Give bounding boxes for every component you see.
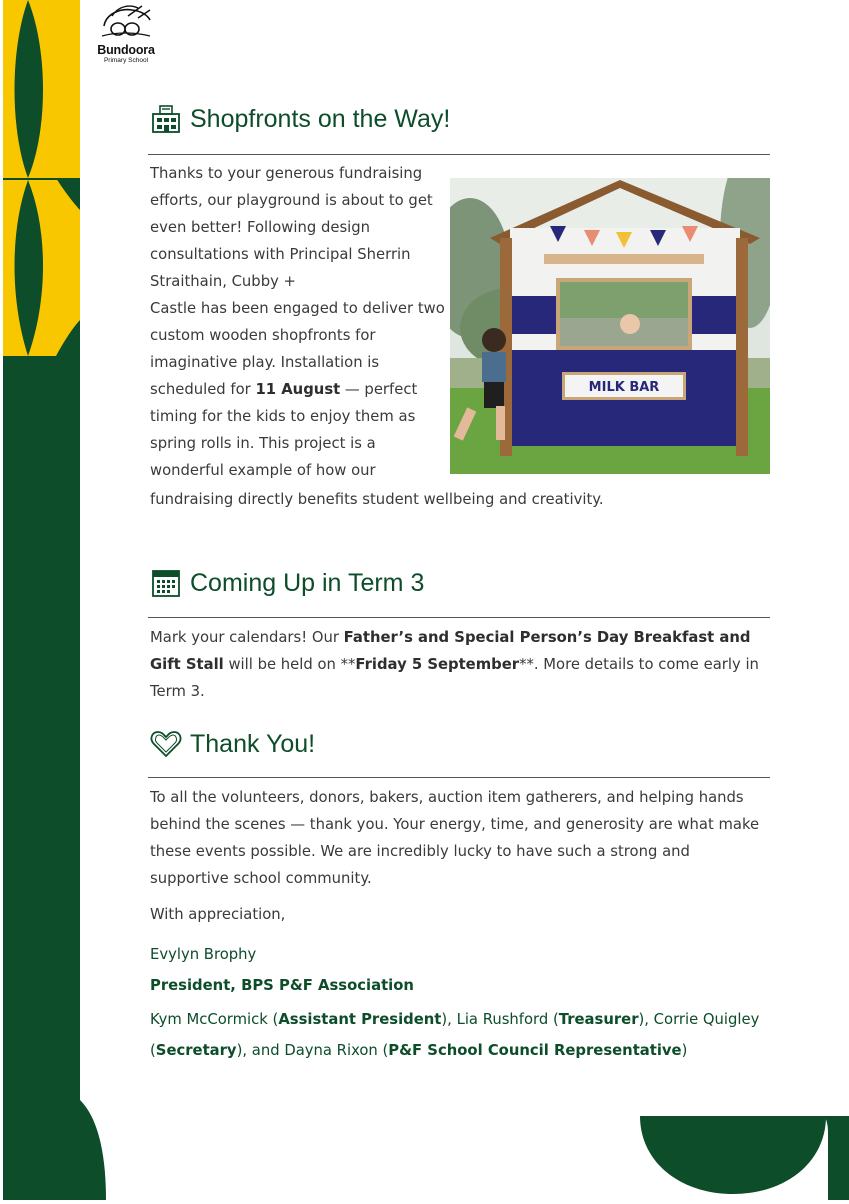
- term3-text-a: Mark your calendars! Our: [150, 629, 344, 646]
- left-decorative-strip: [0, 0, 106, 1200]
- thanks-title: Thank You!: [190, 729, 316, 758]
- term3-header: [150, 568, 424, 598]
- school-name: Bundoora: [97, 43, 155, 57]
- role-assistant-president: Assistant President: [278, 1011, 442, 1028]
- thanks-paragraph: To all the volunteers, donors, bakers, auction item gatherers, and helping hands behind the scenes — thank you. Your energy, time, and generosity are what make these events possible. We are incredibly lucky to have such a strong and supportive school community.: [150, 789, 760, 887]
- shopfronts-header: [150, 104, 450, 134]
- committee-text-5: ): [681, 1042, 688, 1059]
- term3-paragraph: [150, 624, 775, 705]
- shopfronts-divider: [148, 154, 770, 155]
- bottom-right-decoration: [636, 1112, 849, 1200]
- signer-name: Evylyn Brophy: [150, 946, 257, 963]
- term3-text-c: will be held on **: [223, 656, 356, 673]
- shopfronts-text-2b: — perfect timing for the kids to enjoy them as spring rolls in. This project is a wonderful example of how our: [150, 381, 418, 479]
- shopfronts-title: Shopfronts on the Way!: [190, 104, 451, 133]
- thanks-divider: [148, 777, 770, 778]
- committee-text-3: ), Corrie Quigley (: [150, 1011, 760, 1059]
- school-logo: [94, 2, 158, 72]
- calendar-icon: [150, 568, 182, 598]
- milk-bar-sign: MILK BAR: [588, 380, 660, 395]
- heart-icon: [150, 729, 182, 759]
- install-date: 11 August: [255, 381, 341, 398]
- committee-text-4: ), and Dayna Rixon (: [236, 1042, 389, 1059]
- committee-list: [150, 1004, 780, 1066]
- thanks-header: [150, 729, 315, 759]
- committee-text-2: ), Lia Rushford (: [441, 1011, 559, 1028]
- signer-role: [150, 976, 414, 996]
- role-treasurer: Treasurer: [558, 1011, 639, 1028]
- role-council-rep: P&F School Council Representative: [388, 1042, 682, 1059]
- logo-emblem-icon: [98, 2, 154, 42]
- event-date: Friday 5 September: [355, 656, 520, 673]
- signer-role-text: President, BPS P&F Association: [150, 977, 414, 994]
- term3-text-e: **. More details to come early in Term 3.: [150, 656, 759, 700]
- shopfronts-text-2a: Castle has been engaged to deliver two custom wooden shopfronts for imaginative play. Installation is scheduled for: [150, 300, 445, 398]
- shop-icon: [150, 104, 182, 134]
- shopfront-photo: [450, 178, 770, 474]
- shopfronts-text-1: Thanks to your generous fundraising efforts, our playground is about to get even better! Following design consultations with Principal Sherrin Straithain, Cubby +: [150, 165, 433, 290]
- term3-title: Coming Up in Term 3: [190, 568, 425, 597]
- committee-text-1: Kym McCormick (: [150, 1011, 279, 1028]
- role-secretary: Secretary: [155, 1042, 237, 1059]
- appreciation-line: With appreciation,: [150, 906, 286, 923]
- school-subtitle: Primary School: [103, 57, 149, 64]
- shopfronts-paragraph-end: fundraising directly benefits student wellbeing and creativity.: [150, 491, 604, 508]
- event-name: Father’s and Special Person’s Day Breakfast and Gift Stall: [150, 629, 751, 673]
- shopfronts-paragraph: [150, 160, 450, 484]
- term3-divider: [148, 617, 770, 618]
